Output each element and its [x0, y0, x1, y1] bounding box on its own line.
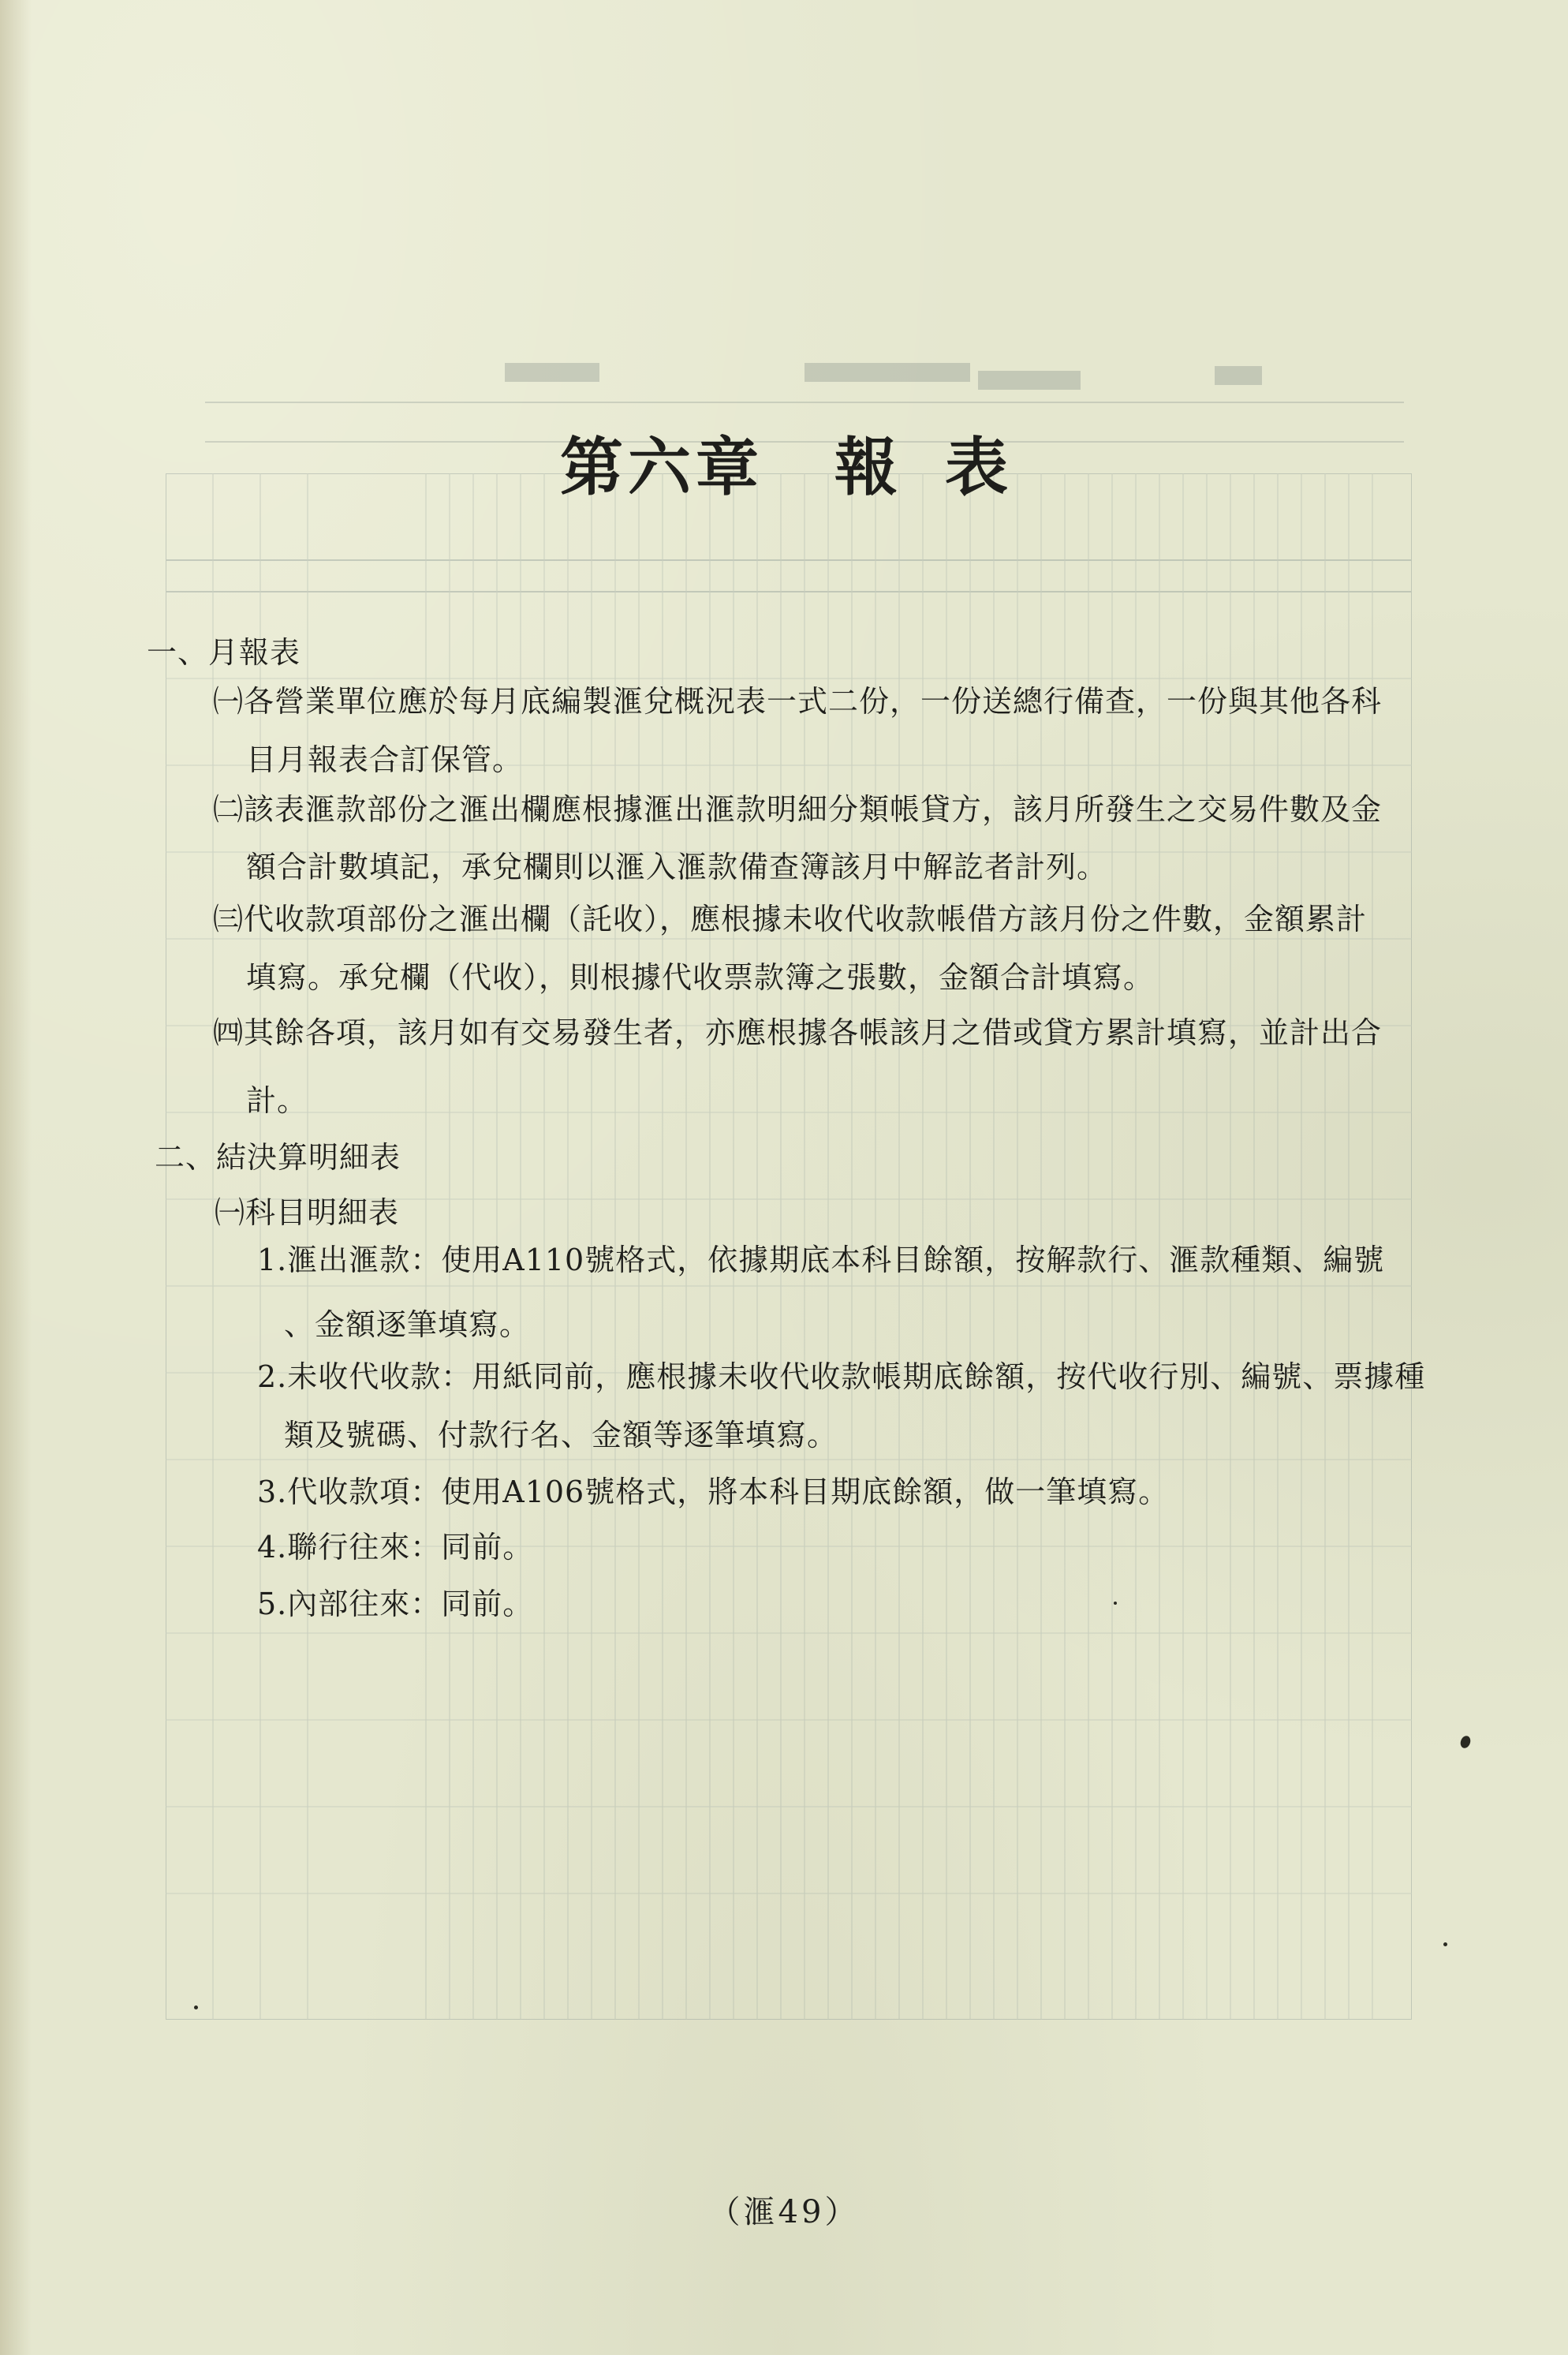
detail-item-4: 4.聯行往來：同前。 [257, 1530, 534, 1564]
detail-item-3: 3.代收款項：使用A106號格式，將本科目期底餘額，做一筆填寫。 [257, 1475, 1170, 1509]
detail-item-1-line-1: 1.滙出滙款：使用A110號格式，依據期底本科目餘額，按解款行、滙款種類、編號 [257, 1243, 1385, 1277]
monthly-item-4-line-2: 計。 [246, 1083, 308, 1118]
monthly-item-1-line-1: ㈠各營業單位應於每月底編製滙兌概況表一式二份，一份送總行備查，一份與其他各科 [213, 684, 1383, 719]
paper-speck [1443, 1942, 1447, 1946]
monthly-item-1-line-2: 目月報表合訂保管。 [246, 742, 524, 777]
paper-speck [1114, 1602, 1117, 1605]
section-heading-monthly: 一、月報表 [147, 635, 301, 670]
detail-item-2-line-1: 2.未收代收款：用紙同前，應根據未收代收款帳期底餘額，按代收行別、編號、票據種 [257, 1359, 1426, 1394]
monthly-item-4-line-1: ㈣其餘各項，該月如有交易發生者，亦應根據各帳該月之借或貸方累計填寫，並計出合 [213, 1015, 1383, 1050]
paper-speck [194, 2005, 198, 2009]
detail-item-5: 5.內部往來：同前。 [257, 1587, 534, 1621]
monthly-item-2-line-2: 額合計數填記，承兌欄則以滙入滙款備查簿該月中解訖者計列。 [246, 850, 1108, 884]
detail-sub-heading: ㈠科目明細表 [215, 1195, 400, 1230]
detail-item-1-line-2: 、金額逐筆填寫。 [284, 1307, 531, 1342]
chapter-name: 報表 [834, 430, 1055, 504]
detail-item-2-line-2: 類及號碼、付款行名、金額等逐筆填寫。 [284, 1418, 838, 1452]
chapter-number: 第六章 [560, 430, 763, 504]
section-heading-detail: 二、結決算明細表 [155, 1140, 401, 1175]
monthly-item-2-line-1: ㈡該表滙款部份之滙出欄應根據滙出滙款明細分類帳貸方，該月所發生之交易件數及金 [213, 792, 1383, 827]
monthly-item-3-line-2: 填寫。承兌欄（代收），則根據代收票款簿之張數，金額合計填寫。 [246, 960, 1155, 995]
chapter-title [0, 417, 1568, 507]
page-number: （滙49） [708, 2194, 860, 2230]
monthly-item-3-line-1: ㈢代收款項部份之滙出欄（託收），應根據未收代收款帳借方該月份之件數，金額累計 [213, 902, 1368, 936]
page-edge-shadow [0, 0, 32, 2355]
